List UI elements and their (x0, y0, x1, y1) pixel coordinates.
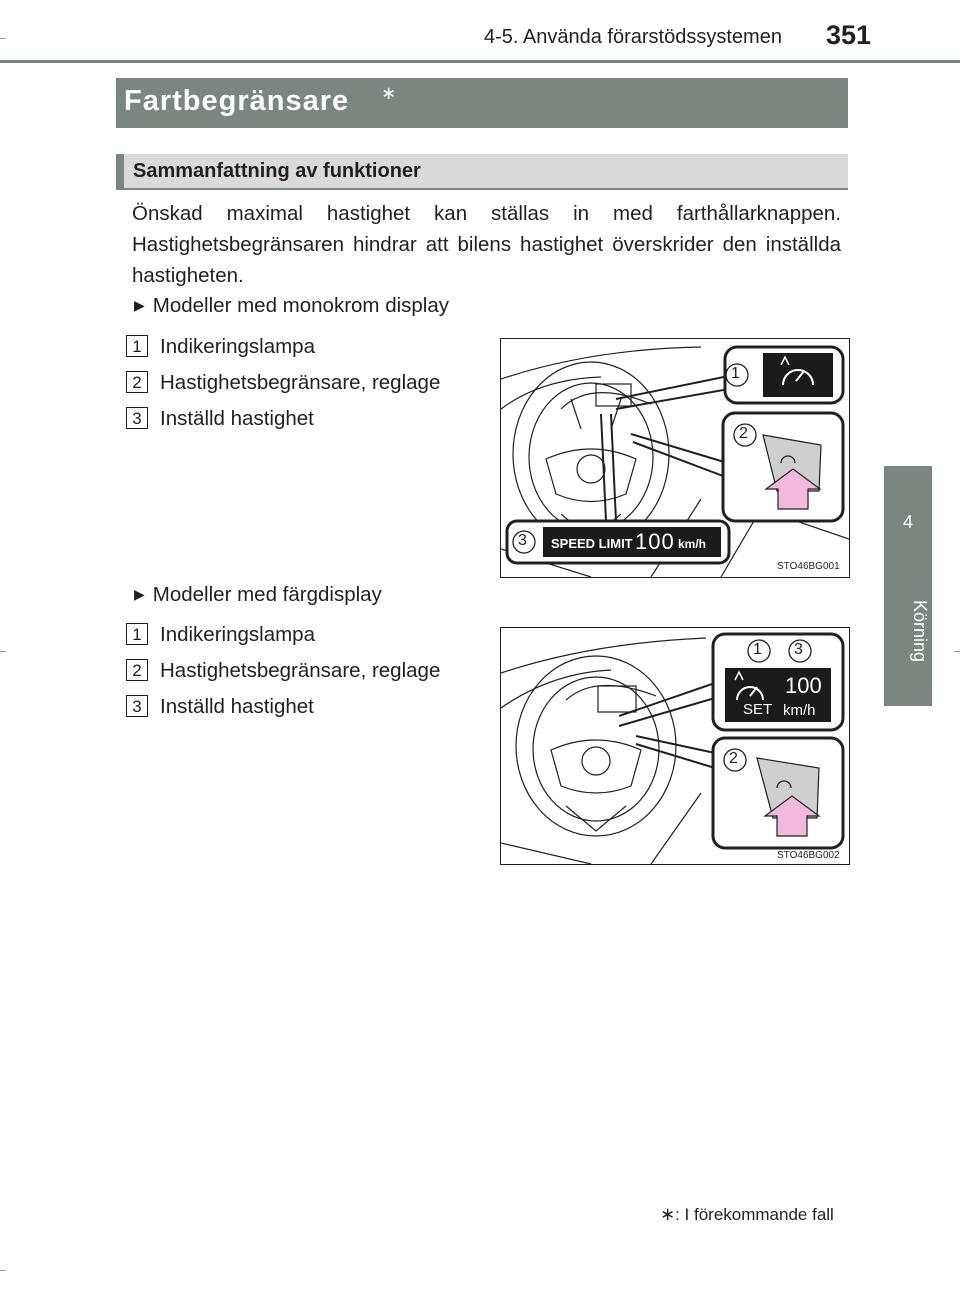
chapter-name: Körning (910, 599, 930, 663)
bullet-label: Modeller med färgdisplay (152, 583, 382, 606)
callout-number: 3 (794, 641, 803, 658)
item-number: 1 (126, 623, 148, 645)
crop-mark (0, 651, 6, 652)
figure-code: STO46BG001 (777, 561, 840, 572)
footnote-asterisk: ∗ (660, 1204, 676, 1224)
section-bullet-color (134, 583, 382, 607)
figure-monochrome-display (500, 338, 850, 578)
indicator-display (763, 353, 833, 397)
crop-mark (0, 1270, 6, 1271)
item-number: 2 (126, 371, 148, 393)
crop-mark (0, 38, 6, 39)
triangle-bullet-icon: ▶ (134, 297, 145, 313)
set-label: SET (743, 701, 773, 718)
speed-limit-value: 100 (635, 529, 675, 554)
item-label: Inställd hastighet (160, 695, 314, 718)
item-label: Hastighetsbegränsare, reglage (160, 659, 441, 682)
set-speed-value: 100 (785, 673, 822, 698)
item-number: 2 (126, 659, 148, 681)
steering-wheel-illustration (501, 628, 849, 864)
chapter-number: 4 (902, 512, 913, 532)
crop-mark (954, 651, 960, 652)
subheading: Sammanfattning av funktioner (133, 160, 421, 182)
item-number: 1 (126, 335, 148, 357)
footnote (660, 1204, 834, 1225)
title-asterisk: ∗ (381, 83, 397, 103)
triangle-bullet-icon: ▶ (134, 586, 145, 602)
header-rule (0, 60, 960, 63)
item-label: Inställd hastighet (160, 407, 314, 430)
footnote-text: : I förekommande fall (675, 1205, 834, 1224)
page-title: Fartbegränsare (124, 85, 350, 117)
callout-number: 2 (729, 750, 738, 767)
item-number: 3 (126, 407, 148, 429)
running-header-section: 4-5. Använda förarstödssystemen (484, 26, 782, 48)
figure-code: STO46BG002 (777, 850, 840, 861)
intro-paragraph: Önskad maximal hastighet kan ställas in med farthållarknappen. Hastighetsbegränsaren hindrar att bilens hastighet överskrider den inställda hastigheten. (132, 202, 841, 287)
speed-limit-unit: km/h (678, 537, 707, 551)
item-label: Indikeringslampa (160, 335, 315, 358)
callout-number: 1 (731, 365, 740, 382)
item-label: Indikeringslampa (160, 623, 315, 646)
callout-number: 3 (518, 532, 527, 549)
page-number: 351 (826, 20, 872, 50)
callout-number: 1 (753, 641, 762, 658)
subheading-accent (116, 154, 124, 188)
item-number: 3 (126, 695, 148, 717)
section-bullet-monochrome (134, 294, 449, 318)
bullet-label: Modeller med monokrom display (152, 294, 450, 317)
callout-number: 2 (739, 425, 748, 442)
set-speed-unit: km/h (783, 702, 816, 719)
subheading-rule (116, 188, 848, 190)
speed-limit-label: SPEED LIMIT (551, 536, 633, 551)
figure-color-display (500, 627, 850, 865)
item-label: Hastighetsbegränsare, reglage (160, 371, 441, 394)
